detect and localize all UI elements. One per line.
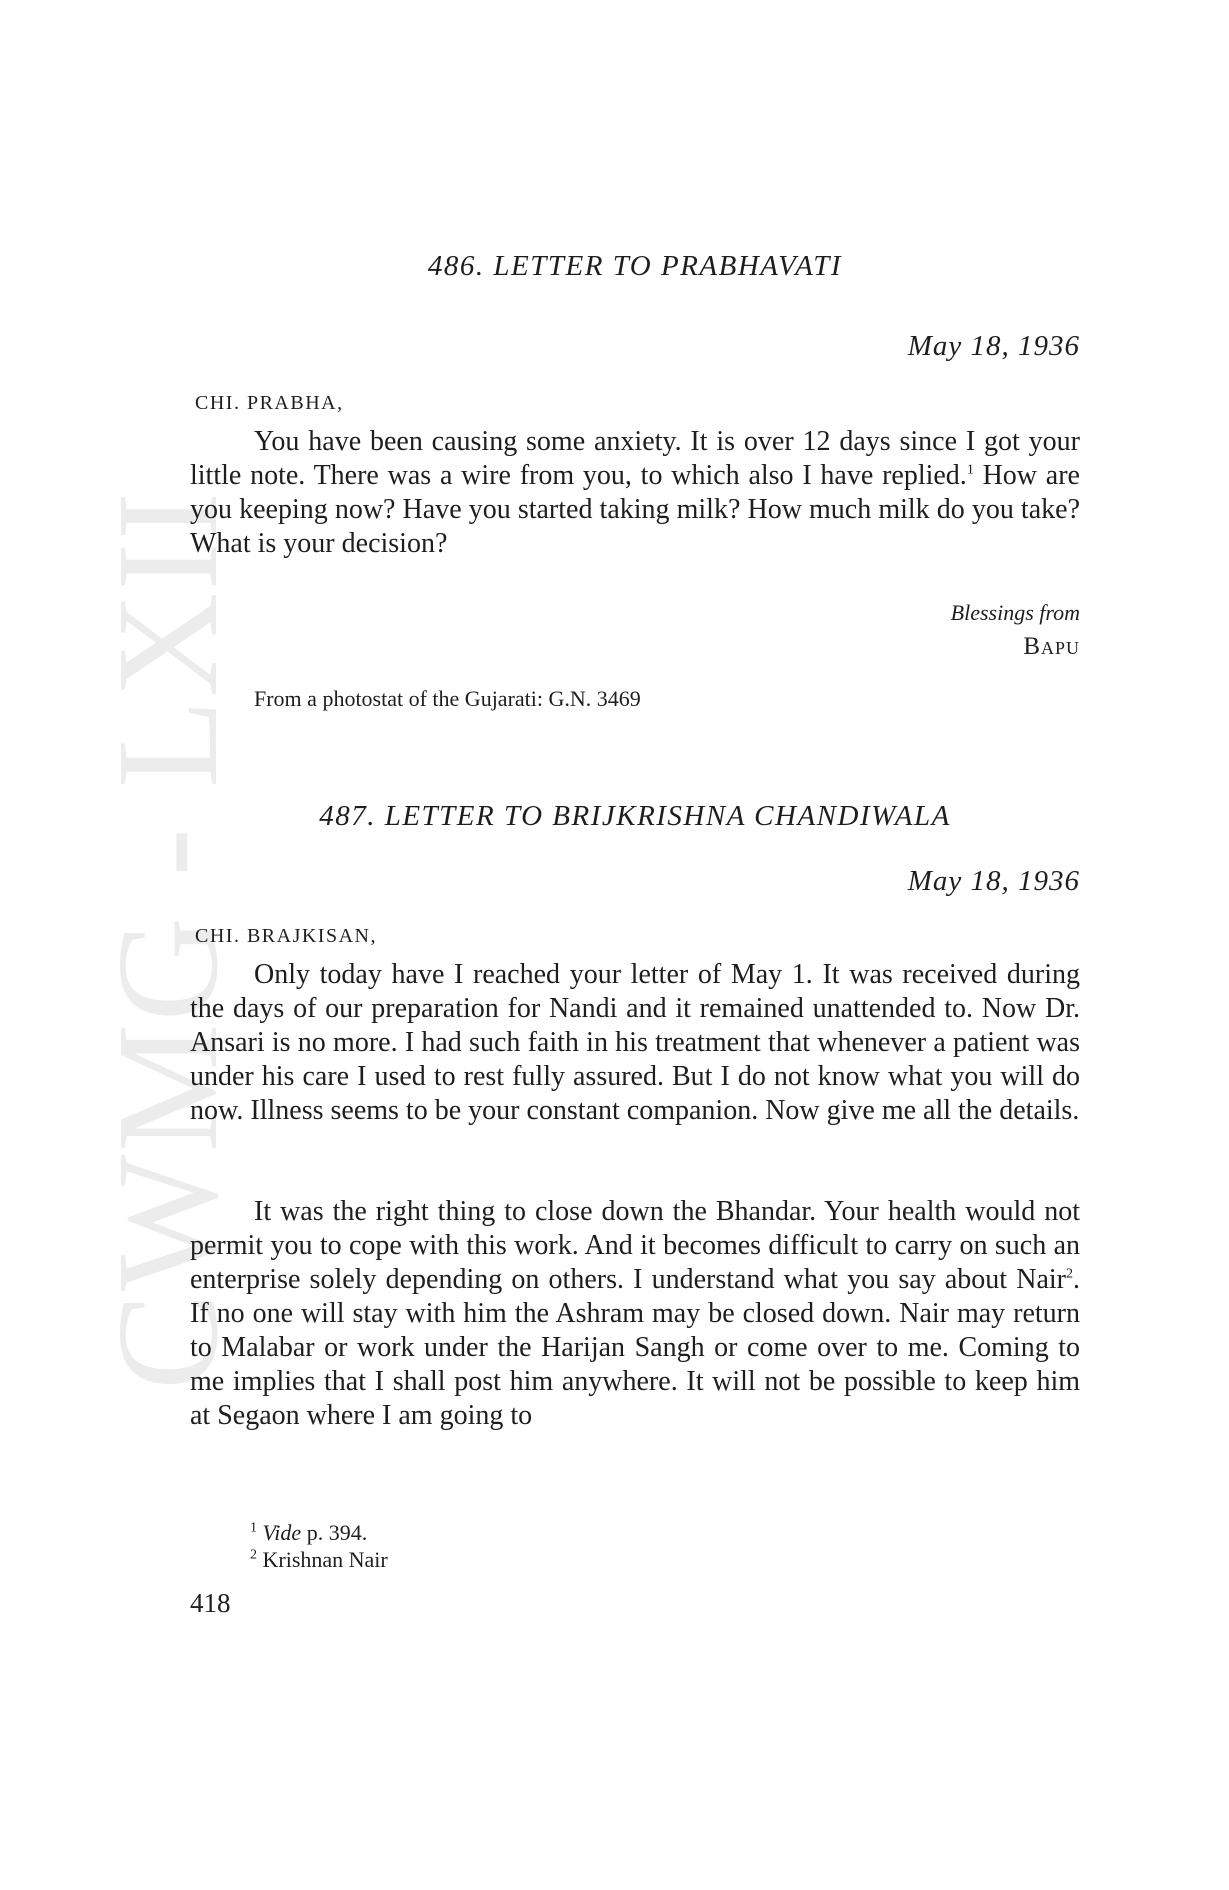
footnote-ref-2: 2 xyxy=(1066,1266,1073,1282)
footnote-2-text: Krishnan Nair xyxy=(262,1547,388,1572)
letter-486-salutation: CHI. PRABHA, xyxy=(195,392,344,414)
letter-487-para-2-part1: It was the right thing to close down the Bhandar. Your health would not permit you to cope with this work. And it becomes difficult to carry on such an enterprise solely depending on others. I understand what you say about Nair xyxy=(190,1196,1080,1295)
footnote-2 xyxy=(250,1547,388,1573)
page-number: 418 xyxy=(190,1588,231,1618)
letter-487-para-2-part2: . If no one will stay with him the Ashram may be closed down. Nair may return to Malabar or work under the Harijan Sangh or come over to me. Coming to me implies that I shall post him anywhere. It will not be possible to keep him at Segaon where I am going to xyxy=(190,1264,1080,1431)
letter-486-body-part1: You have been causing some anxiety. It is over 12 days since I got your little note. There was a wire from you, to which also I have replied. xyxy=(190,426,1080,491)
footnote-1 xyxy=(250,1520,367,1546)
letter-486-title: 486. LETTER TO PRABHAVATI xyxy=(427,250,843,282)
letter-486-body xyxy=(190,425,1080,561)
footnote-ref-1: 1 xyxy=(966,462,974,478)
letter-487-date: May 18, 1936 xyxy=(907,865,1080,897)
letter-487-salutation: CHI. BRAJKISAN, xyxy=(195,925,377,947)
footnote-1-vide: Vide xyxy=(262,1520,302,1545)
letter-486-signature: Bapu xyxy=(1023,633,1080,660)
letter-486-body-part2: How are you keeping now? Have you started taking milk? How much milk do you take? What is your decision? xyxy=(190,460,1080,559)
footnote-1-text: p. 394. xyxy=(301,1520,368,1545)
letter-486-closing: Blessings from xyxy=(950,600,1080,625)
letter-486-date: May 18, 1936 xyxy=(907,330,1080,362)
footnote-1-mark: 1 xyxy=(250,1520,257,1536)
watermark-text: CWMG - LXII xyxy=(88,490,248,1390)
letter-487-para-1: Only today have I reached your letter of May 1. It was received during the days of our preparation for Nandi and it remained unattended to. Now Dr. Ansari is no more. I had such faith in his treatment that whenever a patient was under his care I used to rest fully assured. But I do not know what you will do now. Illness seems to be your constant companion. Now give me all the details. xyxy=(190,959,1080,1126)
letter-487-title: 487. LETTER TO BRIJKRISHNA CHANDIWALA xyxy=(319,800,951,832)
footnote-2-mark: 2 xyxy=(250,1547,257,1563)
letter-486-source: From a photostat of the Gujarati: G.N. 3469 xyxy=(254,686,641,711)
letter-487-para-2 xyxy=(190,1195,1080,1433)
